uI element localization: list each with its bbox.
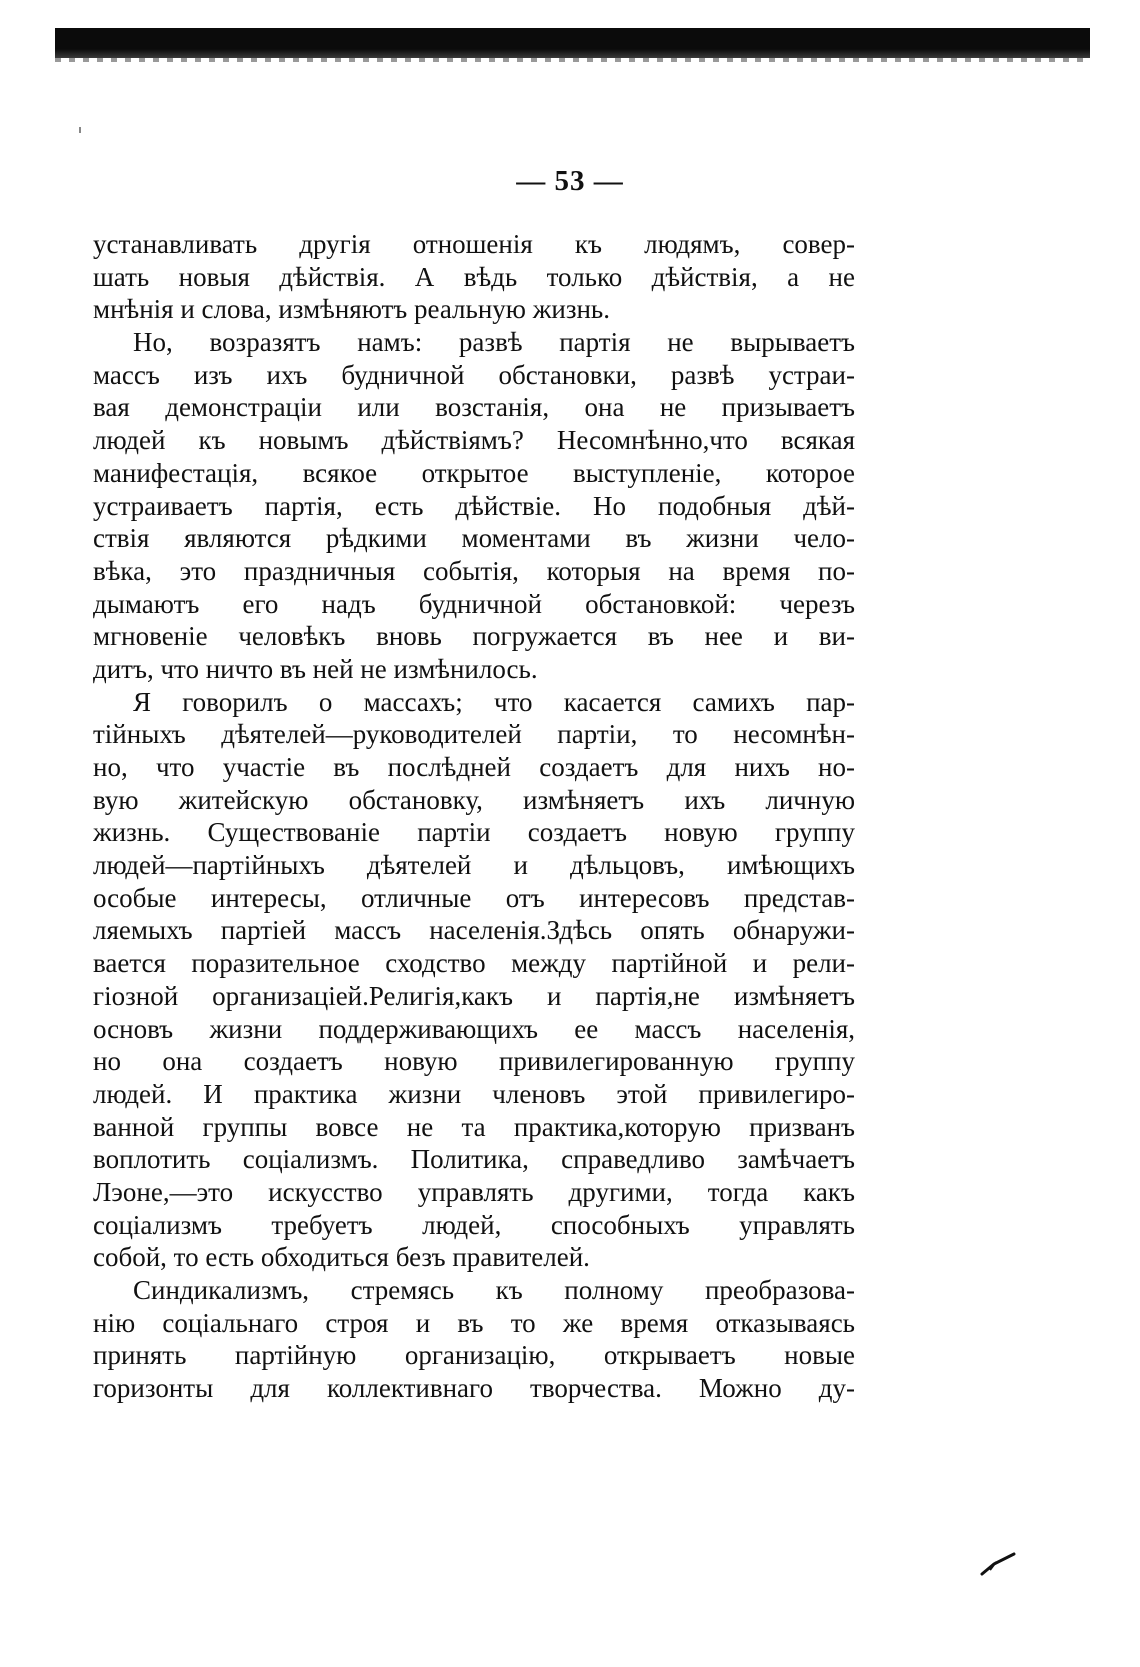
text-line: массъ изъ ихъ будничной обстановки, развѣ устраи- <box>93 359 855 390</box>
text-line: горизонты для коллективнаго творчества. Можно ду- <box>93 1373 855 1404</box>
text-line: мнѣнія и слова, измѣняютъ реальную жизнь. <box>93 294 610 325</box>
text-line: основъ жизни поддерживающихъ ее массъ населенія, <box>93 1013 855 1044</box>
text-line: шать новыя дѣйствія. А вѣдь только дѣйствія, а не <box>93 261 855 292</box>
text-line: собой, то есть обходиться безъ правителей. <box>93 1242 590 1273</box>
text-line: Синдикализмъ, стремясь къ полному преобразова- <box>133 1275 855 1305</box>
text-line: мгновеніе человѣкъ вновь погружается въ нее и ви- <box>93 621 855 652</box>
text-line: дымаютъ его надъ будничной обстановкой: черезъ <box>93 588 855 619</box>
text-line: Но, возразятъ намъ: развѣ партія не вырываетъ <box>133 327 855 358</box>
text-line: дитъ, что ничто въ ней не измѣнилось. <box>93 653 538 684</box>
text-line: устраиваетъ партія, есть дѣйствіе. Но подобныя дѣй- <box>93 490 855 521</box>
body-text <box>93 228 855 1405</box>
text-line: вая демонстраціи или возстанія, она не призываетъ <box>93 392 855 423</box>
text-line: людей—партійныхъ дѣятелей и дѣльцовъ, имѣющихъ <box>93 850 855 881</box>
text-line: воплотить соціализмъ. Политика, справедливо замѣчаетъ <box>93 1144 855 1175</box>
scan-speck <box>79 127 81 133</box>
text-line: манифестація, всякое открытое выступленіе, которое <box>93 457 855 488</box>
text-line: жизнь. Существованіе партіи создаетъ новую группу <box>93 817 855 848</box>
text-line: ванной группы вовсе не та практика,которую призванъ <box>93 1111 855 1142</box>
text-line: тійныхъ дѣятелей—руководителей партіи, то несомнѣн- <box>93 719 855 750</box>
text-line: но она создаетъ новую привилегированную группу <box>93 1046 855 1077</box>
text-line: людей къ новымъ дѣйствіямъ? Несомнѣнно,что всякая <box>93 425 855 456</box>
pen-mark-icon <box>980 1550 1016 1576</box>
text-line: нію соціальнаго строя и въ то же время отказываясь <box>93 1307 855 1338</box>
page-number: — 53 — <box>516 165 624 197</box>
text-line: вается поразительное сходство между партійной и рели- <box>93 948 855 979</box>
scan-top-border <box>55 28 1090 58</box>
text-line: Лэоне,—это искусство управлять другими, тогда какъ <box>93 1176 855 1207</box>
text-line: ляемыхъ партіей массъ населенія.Здѣсь опять обнаружи- <box>93 915 855 946</box>
text-line: особые интересы, отличные отъ интересовъ представ- <box>93 882 855 913</box>
text-line: вѣка, это праздничныя событія, которыя на время по- <box>93 555 855 586</box>
text-line: людей. И практика жизни членовъ этой привилегиро- <box>93 1078 855 1109</box>
text-line: гіозной организаціей.Религія,какъ и партія,не измѣняетъ <box>93 980 855 1011</box>
text-line: ствія являются рѣдкими моментами въ жизни чело- <box>93 523 855 554</box>
text-line: Я говорилъ о массахъ; что касается самихъ пар- <box>133 686 855 717</box>
text-line: вую житейскую обстановку, измѣняетъ ихъ личную <box>93 784 855 815</box>
text-line: устанавливать другія отношенія къ людямъ, совер- <box>93 229 855 259</box>
text-line: соціализмъ требуетъ людей, способныхъ управлять <box>93 1209 855 1240</box>
text-line: но, что участіе въ послѣдней создаетъ для нихъ но- <box>93 752 855 782</box>
text-line: принять партійную организацію, открываетъ новые <box>93 1340 855 1371</box>
